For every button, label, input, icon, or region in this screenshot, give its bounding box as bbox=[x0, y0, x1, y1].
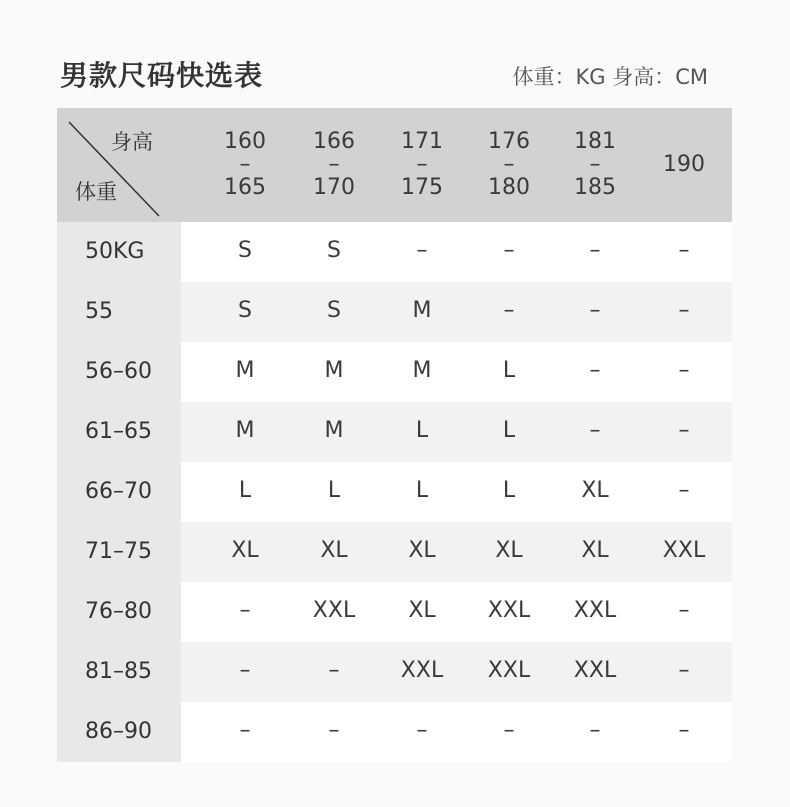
size-cell: – bbox=[503, 238, 515, 263]
column-header-bottom: 185 bbox=[574, 175, 616, 200]
column-header-dash: – bbox=[503, 152, 515, 177]
size-cell: S bbox=[238, 238, 252, 263]
size-cell: S bbox=[238, 298, 252, 323]
size-cell: M bbox=[235, 358, 255, 383]
column-header-height bbox=[469, 108, 549, 222]
table-row bbox=[57, 402, 732, 462]
size-cell: M bbox=[412, 298, 432, 323]
size-cell: – bbox=[589, 298, 601, 323]
size-cell: – bbox=[328, 658, 340, 683]
table-row bbox=[57, 702, 732, 762]
column-header-bottom: 170 bbox=[313, 175, 355, 200]
size-cell: S bbox=[327, 238, 341, 263]
size-cell: XL bbox=[408, 598, 436, 623]
column-header-top: 160 bbox=[224, 129, 266, 154]
size-cell: – bbox=[678, 478, 690, 503]
table-row bbox=[57, 522, 732, 582]
size-cell: L bbox=[502, 358, 516, 383]
table-row bbox=[57, 582, 732, 642]
table-row bbox=[57, 282, 732, 342]
size-cell: – bbox=[503, 718, 515, 743]
size-cell: XXL bbox=[400, 658, 444, 683]
size-cell: – bbox=[678, 418, 690, 443]
size-cell: XXL bbox=[487, 658, 531, 683]
size-cell: XXL bbox=[573, 658, 617, 683]
size-cell: – bbox=[678, 238, 690, 263]
column-header-bottom: 165 bbox=[224, 175, 266, 200]
size-cell: – bbox=[678, 658, 690, 683]
row-header-cell bbox=[57, 222, 181, 282]
column-header-top: 190 bbox=[663, 152, 705, 177]
size-cell: XXL bbox=[487, 598, 531, 623]
size-cell: M bbox=[324, 358, 344, 383]
table-row bbox=[57, 222, 732, 282]
size-cell: XL bbox=[408, 538, 436, 563]
weight-range-label: 66–70 bbox=[85, 479, 152, 504]
weight-range-label: 55 bbox=[85, 299, 113, 324]
column-header-bottom: 175 bbox=[401, 175, 443, 200]
size-cell: – bbox=[416, 238, 428, 263]
table-row bbox=[57, 642, 732, 702]
column-header-dash: – bbox=[589, 152, 601, 177]
weight-range-label: 56–60 bbox=[85, 359, 152, 384]
page-title: 男款尺码快选表 bbox=[60, 59, 264, 92]
size-cell: XL bbox=[581, 478, 609, 503]
size-cell: – bbox=[678, 358, 690, 383]
weight-axis-label: 体重 bbox=[75, 180, 117, 204]
size-cell: XL bbox=[581, 538, 609, 563]
table-header-row bbox=[57, 108, 732, 222]
weight-range-label: 71–75 bbox=[85, 539, 152, 564]
size-cell: L bbox=[415, 418, 429, 443]
size-cell: L bbox=[502, 478, 516, 503]
column-header-height bbox=[205, 108, 285, 222]
row-header-cell bbox=[57, 582, 181, 642]
unit-note: 体重：KG 身高：CM bbox=[512, 65, 708, 89]
column-header-top: 176 bbox=[488, 129, 530, 154]
column-header-dash: – bbox=[416, 152, 428, 177]
size-cell: – bbox=[589, 418, 601, 443]
size-cell: – bbox=[416, 718, 428, 743]
height-axis-label: 身高 bbox=[111, 130, 153, 154]
table-body bbox=[57, 222, 732, 762]
size-cell: – bbox=[589, 358, 601, 383]
column-header-bottom: 180 bbox=[488, 175, 530, 200]
size-cell: – bbox=[239, 658, 251, 683]
weight-range-label: 50KG bbox=[85, 239, 145, 264]
row-header-cell bbox=[57, 642, 181, 702]
size-cell: L bbox=[327, 478, 341, 503]
table-row bbox=[57, 342, 732, 402]
column-header-dash: – bbox=[328, 152, 340, 177]
corner-header-cell bbox=[57, 108, 181, 222]
size-cell: XXL bbox=[312, 598, 356, 623]
size-cell: – bbox=[678, 598, 690, 623]
column-header-top: 181 bbox=[574, 129, 616, 154]
size-cell: – bbox=[328, 718, 340, 743]
table-row bbox=[57, 462, 732, 522]
size-cell: – bbox=[503, 298, 515, 323]
weight-range-label: 81–85 bbox=[85, 659, 152, 684]
size-cell: S bbox=[327, 298, 341, 323]
size-cell: L bbox=[415, 478, 429, 503]
size-cell: XL bbox=[231, 538, 259, 563]
size-cell: – bbox=[239, 598, 251, 623]
size-cell: – bbox=[239, 718, 251, 743]
row-header-cell bbox=[57, 402, 181, 462]
size-cell: M bbox=[412, 358, 432, 383]
column-header-height bbox=[382, 108, 462, 222]
column-header-height bbox=[644, 108, 724, 222]
size-cell: M bbox=[324, 418, 344, 443]
size-cell: – bbox=[589, 718, 601, 743]
size-cell: XXL bbox=[573, 598, 617, 623]
column-header-height bbox=[555, 108, 635, 222]
column-header-top: 171 bbox=[401, 129, 443, 154]
weight-range-label: 76–80 bbox=[85, 599, 152, 624]
column-header-dash: – bbox=[239, 152, 251, 177]
weight-range-label: 61–65 bbox=[85, 419, 152, 444]
size-cell: M bbox=[235, 418, 255, 443]
row-header-cell bbox=[57, 702, 181, 762]
row-header-cell bbox=[57, 522, 181, 582]
size-cell: – bbox=[678, 298, 690, 323]
row-header-cell bbox=[57, 462, 181, 522]
row-header-cell bbox=[57, 282, 181, 342]
size-cell: XXL bbox=[662, 538, 706, 563]
size-cell: XL bbox=[495, 538, 523, 563]
size-cell: – bbox=[678, 718, 690, 743]
size-cell: XL bbox=[320, 538, 348, 563]
column-header-top: 166 bbox=[313, 129, 355, 154]
row-header-cell bbox=[57, 342, 181, 402]
size-cell: L bbox=[502, 418, 516, 443]
size-cell: – bbox=[589, 238, 601, 263]
size-chart-table bbox=[57, 108, 732, 762]
column-header-height bbox=[294, 108, 374, 222]
weight-range-label: 86–90 bbox=[85, 719, 152, 744]
size-cell: L bbox=[238, 478, 252, 503]
